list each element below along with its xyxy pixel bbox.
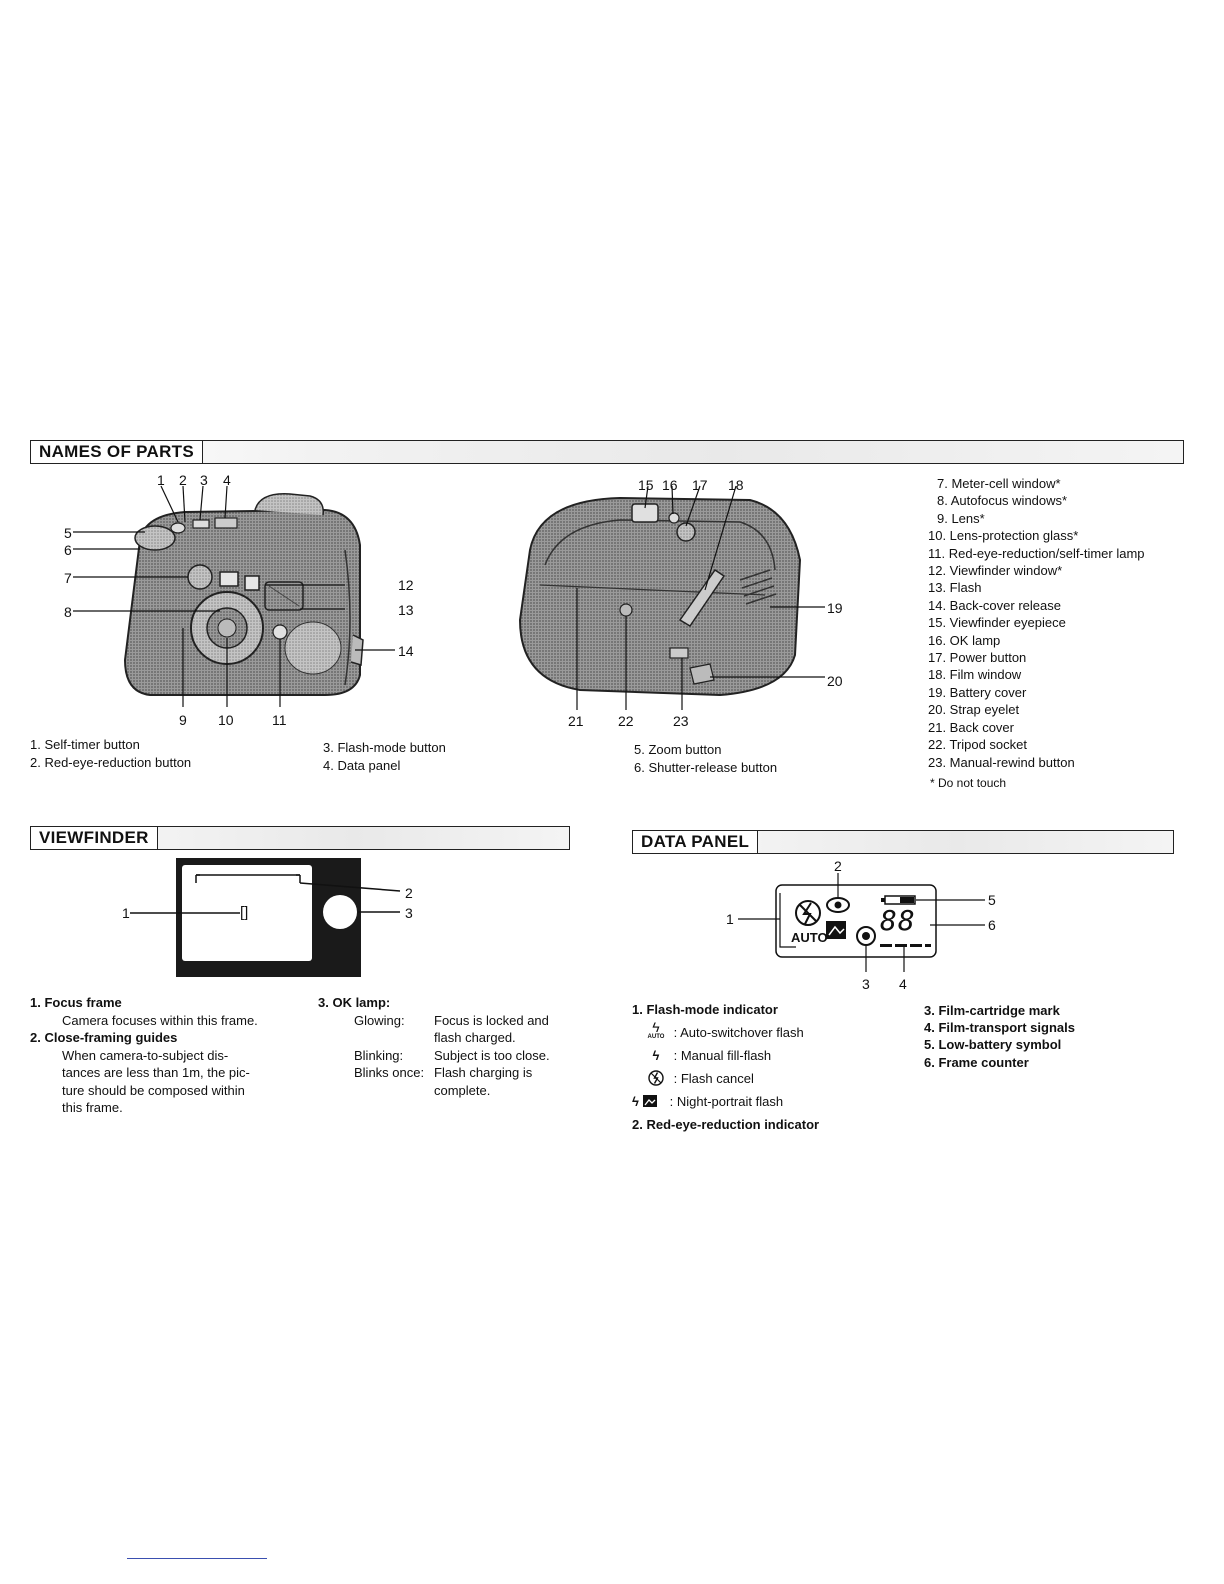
ok-state: Blinks once: <box>354 1065 425 1080</box>
viewfinder-callout-2: 2 <box>405 885 413 901</box>
data-panel-callout-2: 2 <box>834 858 842 874</box>
data-panel-bar <box>632 830 1174 854</box>
viewfinder-bar <box>30 826 570 850</box>
callout-13: 13 <box>398 602 414 618</box>
ok-state <box>354 1029 434 1047</box>
viewfinder-desc-left <box>30 994 280 1117</box>
viewfinder-callout-3: 3 <box>405 905 413 921</box>
viewfinder-title: VIEWFINDER <box>31 827 158 849</box>
data-panel-callout-4: 4 <box>899 976 907 992</box>
part-item: 21. Back cover <box>928 719 1014 735</box>
camera-front-illustration <box>55 470 435 730</box>
auto-flash-row <box>632 1021 902 1044</box>
callout-15: 15 <box>638 477 654 493</box>
callout-10: 10 <box>218 712 234 728</box>
part-item: 8. Autofocus windows* <box>937 493 1068 509</box>
data-panel-item: 6. Frame counter <box>924 1054 1029 1070</box>
manual-flash-label: : Manual fill-flash <box>673 1048 772 1063</box>
callout-5: 5 <box>64 525 72 541</box>
parts-list-col1 <box>30 736 191 771</box>
callout-21: 21 <box>568 713 584 729</box>
callout-2: 2 <box>179 472 187 488</box>
part-item: 3. Flash-mode button <box>323 740 446 755</box>
ok-lamp-heading: 3. OK lamp: <box>318 995 391 1010</box>
close-framing-heading: 2. Close-framing guides <box>30 1030 178 1045</box>
part-item: 6. Shutter-release button <box>634 759 778 775</box>
viewfinder-diagram <box>110 855 430 980</box>
close-framing-desc-4: this frame. <box>62 1100 123 1115</box>
do-not-touch-note: * Do not touch <box>930 775 1007 790</box>
close-framing-desc-3: ture should be composed within <box>62 1082 245 1098</box>
part-item: 1. Self-timer button <box>30 737 140 752</box>
part-item: 11. Red-eye-reduction/self-timer lamp <box>928 545 1145 561</box>
callout-6: 6 <box>64 542 72 558</box>
data-panel-callout-5: 5 <box>988 892 996 908</box>
callout-17: 17 <box>692 477 708 493</box>
night-portrait-row <box>632 1090 902 1113</box>
part-item: 17. Power button <box>928 650 1027 666</box>
ok-state: Glowing: <box>354 1012 405 1028</box>
callout-3: 3 <box>200 472 208 488</box>
data-panel-item: 3. Film-cartridge mark <box>924 1003 1060 1018</box>
frame-counter-digits: 88 <box>880 904 916 937</box>
part-item: 18. Film window <box>928 667 1022 683</box>
part-item: 16. OK lamp <box>928 632 1001 648</box>
night-portrait-icon: ϟ <box>632 1090 666 1113</box>
part-item: 2. Red-eye-reduction button <box>30 754 192 770</box>
ok-lamp-table <box>318 1012 578 1100</box>
data-panel-title: DATA PANEL <box>633 831 758 853</box>
part-item: 12. Viewfinder window* <box>928 563 1063 579</box>
flash-cancel-label: : Flash cancel <box>673 1071 754 1086</box>
data-panel-callout-1: 1 <box>726 911 734 927</box>
callout-11: 11 <box>272 712 287 728</box>
data-panel-item: 5. Low-battery symbol <box>924 1037 1062 1053</box>
close-framing-desc-1: When camera-to-subject dis- <box>62 1047 229 1063</box>
data-panel-callout-3: 3 <box>862 976 870 992</box>
callout-12: 12 <box>398 577 414 593</box>
names-of-parts-bar <box>30 440 1184 464</box>
callout-20: 20 <box>827 673 843 689</box>
ok-state: Blinking: <box>354 1047 404 1063</box>
part-item: 4. Data panel <box>323 757 401 773</box>
callout-19: 19 <box>827 600 843 616</box>
viewfinder-callout-1: 1 <box>122 905 130 921</box>
ok-state-desc: flash charged. <box>434 1030 516 1045</box>
lightning-icon: ϟ <box>652 1048 660 1063</box>
part-item: 15. Viewfinder eyepiece <box>928 615 1066 631</box>
part-item: 13. Flash <box>928 580 982 596</box>
focus-frame-desc: Camera focuses within this frame. <box>62 1012 258 1028</box>
night-portrait-label: : Night-portrait flash <box>669 1094 784 1109</box>
parts-list-right <box>928 475 1145 792</box>
data-panel-callout-6: 6 <box>988 917 996 933</box>
part-item: 20. Strap eyelet <box>928 702 1020 718</box>
data-panel-desc-right <box>924 1002 1075 1071</box>
close-framing-desc-2: tances are less than 1m, the pic- <box>62 1065 250 1080</box>
part-item: 10. Lens-protection glass* <box>928 528 1079 544</box>
parts-list-col2 <box>323 739 446 774</box>
callout-4: 4 <box>223 472 231 488</box>
manual-flash-row <box>632 1044 902 1067</box>
auto-flash-icon: ϟ AUTO <box>647 1019 665 1040</box>
data-panel-desc-left <box>632 998 902 1136</box>
part-item: 5. Zoom button <box>634 742 722 757</box>
data-panel-auto-label: AUTO <box>791 930 828 945</box>
auto-flash-label: : Auto-switchover flash <box>673 1025 804 1040</box>
callout-18: 18 <box>728 477 744 493</box>
data-panel-item: 4. Film-transport signals <box>924 1020 1075 1036</box>
ok-state-desc: Subject is too close. <box>434 1047 550 1063</box>
focus-frame-heading: 1. Focus frame <box>30 995 122 1010</box>
part-item: 9. Lens* <box>937 510 985 526</box>
ok-lamp-shape <box>323 895 357 929</box>
callout-22: 22 <box>618 713 634 729</box>
bottom-rule <box>127 1558 267 1559</box>
camera-back-illustration <box>500 470 880 730</box>
parts-list-col3 <box>634 741 777 776</box>
part-item: 19. Battery cover <box>928 684 1027 700</box>
camera-back-body <box>520 498 800 695</box>
callout-14: 14 <box>398 643 414 659</box>
callout-23: 23 <box>673 713 689 729</box>
ok-state-desc: complete. <box>434 1082 491 1098</box>
flash-cancel-row <box>632 1067 902 1090</box>
data-panel-diagram <box>720 855 1010 990</box>
ok-lamp-desc <box>318 994 578 1099</box>
ok-state-desc: Flash charging is <box>434 1065 533 1080</box>
callout-7: 7 <box>64 570 72 586</box>
flash-mode-heading: 1. Flash-mode indicator <box>632 1002 778 1017</box>
red-eye-heading: 2. Red-eye-reduction indicator <box>632 1117 820 1132</box>
shutter-button-shape <box>135 526 175 550</box>
part-item: 22. Tripod socket <box>928 737 1027 753</box>
ok-state <box>354 1082 434 1100</box>
callout-1: 1 <box>157 472 165 488</box>
part-item: 23. Manual-rewind button <box>928 754 1075 770</box>
part-item: 7. Meter-cell window* <box>937 476 1061 491</box>
part-item: 14. Back-cover release <box>928 597 1061 613</box>
ok-state-desc: Focus is locked and <box>434 1012 549 1028</box>
names-of-parts-title: NAMES OF PARTS <box>31 441 203 463</box>
flash-cancel-icon <box>642 1067 670 1090</box>
callout-8: 8 <box>64 604 72 620</box>
callout-16: 16 <box>662 477 678 493</box>
focus-frame-symbol: [] <box>240 904 249 921</box>
callout-9: 9 <box>179 712 187 728</box>
